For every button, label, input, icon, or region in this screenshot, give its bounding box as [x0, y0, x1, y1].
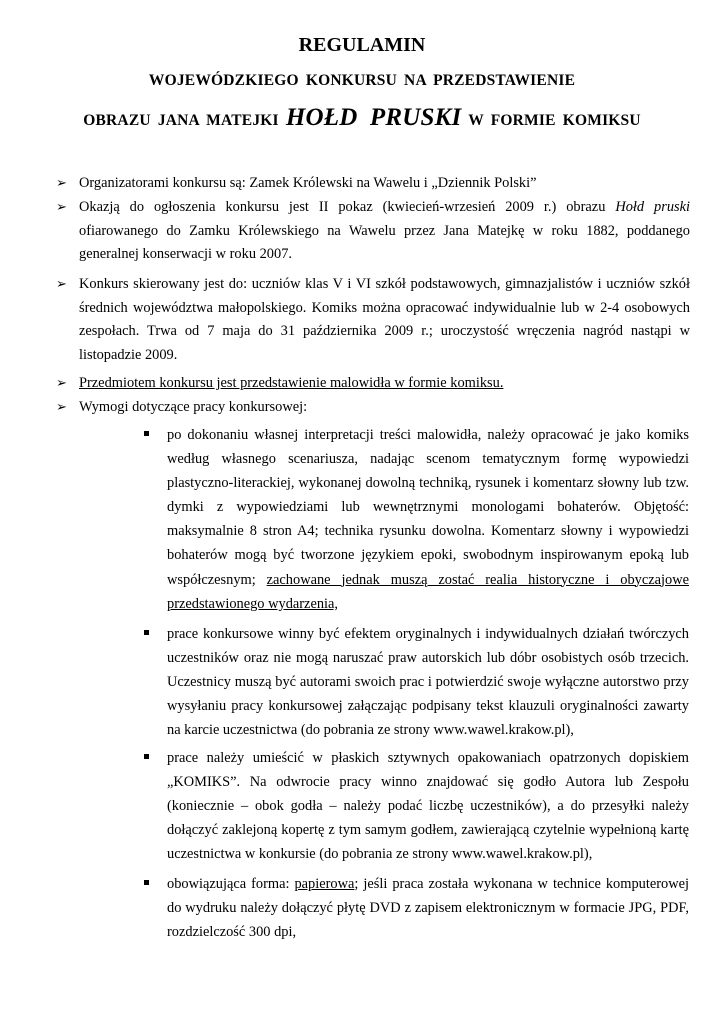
square-bullet-icon [144, 630, 149, 635]
document-subtitle-line1: WOJEWÓDZKIEGO KONKURSU NA PRZEDSTAWIENIE [148, 72, 576, 89]
square-bullet-icon [144, 431, 149, 436]
subtitle-line2-end: W FORMIE KOMIKSU [461, 112, 641, 129]
arrow-bullet-icon: ➢ [56, 200, 67, 215]
list-item-occasion [56, 196, 691, 267]
list-item-requirements [56, 396, 690, 420]
list-item-participants [56, 273, 690, 367]
list-item-text: Konkurs skierowany jest do: uczniów klas V i VI szkół podstawowych, gimnazjalistów i uczniów szkół średnich województwa małopolskiego. Komiks można opracować indywidualnie lub w 2-4 osobowych zespołach. Trwa od 7 maja do 31 października 2009 r.; uroczystość wręczenia nagród nastąpi w listopadzie 2009. [79, 276, 690, 363]
arrow-bullet-icon: ➢ [56, 176, 67, 191]
requirement-emphasis: papierowa [294, 876, 355, 892]
list-item-text: Okazją do ogłoszenia konkursu jest II pokaz (kwiecień-wrzesień 2009 r.) obrazu Hołd pruski ofiarowanego do Zamku Królewskiego na Wawelu przez Jana Matejkę w roku 1882, poddanego generalnej konserwacji w roku 2007. [79, 199, 691, 263]
list-item-subject [56, 372, 690, 396]
requirement-text: po dokonaniu własnej interpretacji treści malowidła, należy opracować je jako komiks według własnego scenariusza, nadając scenom tematycznym formę wypowiedzi plastyczno-literackiej, wykonanej dowolną techniką, rysunek i komentarz słowny lub tzw. dymki z wypowiedziami lub wewnętrznymi monologami bohaterów. Objętość: maksymalnie 8 stron A4; technika rysunku dowolna. Komentarz słowny i wypowiedzi bohaterów mogą być tworzone językiem epoki, swobodnym inspirowanym epoką lub współczesnym; zachowane jednak muszą zostać realia historyczne i obyczajowe przedstawionego wydarzenia, [167, 427, 689, 612]
list-item-text: Organizatorami konkursu są: Zamek Królewski na Wawelu i „Dziennik Polski” [79, 175, 537, 191]
requirement-item-interpretation [167, 423, 689, 616]
arrow-bullet-icon: ➢ [56, 400, 67, 415]
requirement-item-packaging [167, 746, 689, 866]
list-item-organizers [56, 172, 690, 196]
requirement-item-format [167, 872, 689, 944]
list-item-text: Przedmiotem konkursu jest przedstawienie malowidła w formie komiksu. [79, 375, 504, 391]
requirement-text: prace konkursowe winny być efektem oryginalnych i indywidualnych działań twórczych uczestników oraz nie mogą naruszać praw autorskich lub dóbr osobistych osób trzecich. Uczestnicy muszą być autorami swoich prac i potwierdzić swoje wyłączne autorstwo przy wysyłaniu pracy konkursowej załączając podpisany tekst klauzuli oryginalności zawarty na karcie uczestnictwa (do pobrania ze strony www.wawel.krakow.pl), [167, 626, 689, 739]
painting-name: Hołd pruski [615, 199, 691, 215]
requirement-text: obowiązująca forma: papierowa; jeśli praca została wykonana w technice komputerowej do wydruku należy dołączyć płytę DVD z zapisem elektronicznym w formacie JPG, PDF, rozdzielczość 300 dpi, [167, 876, 689, 941]
painting-title: HOŁD PRUSKI [285, 104, 462, 131]
subtitle-line2-start: OBRAZU JANA MATEJKI [83, 112, 286, 129]
square-bullet-icon [144, 880, 149, 885]
requirement-emphasis: zachowane jednak muszą zostać realia historyczne i obyczajowe przedstawionego wydarzenia, [167, 571, 689, 612]
requirement-item-originality [167, 622, 689, 742]
list-item-text: Wymogi dotyczące pracy konkursowej: [79, 399, 308, 415]
document-subtitle-line2 [0, 104, 724, 132]
arrow-bullet-icon: ➢ [56, 277, 67, 292]
arrow-bullet-icon: ➢ [56, 376, 67, 391]
document-title: REGULAMIN [298, 34, 426, 56]
square-bullet-icon [144, 754, 149, 759]
requirement-text: prace należy umieścić w płaskich sztywnych opakowaniach opatrzonych dopiskiem „KOMIKS”. Na odwrocie pracy winno znajdować się godło Autora lub Zespołu (koniecznie – obok godła – należy podać liczbę uczestników), a do przesyłki należy dołączyć zaklejoną kopertę z tym samym godłem, zawierającą czytelnie wypełnioną kartę uczestnictwa w konkursie (do pobrania ze strony www.wawel.krakow.pl), [167, 750, 689, 863]
